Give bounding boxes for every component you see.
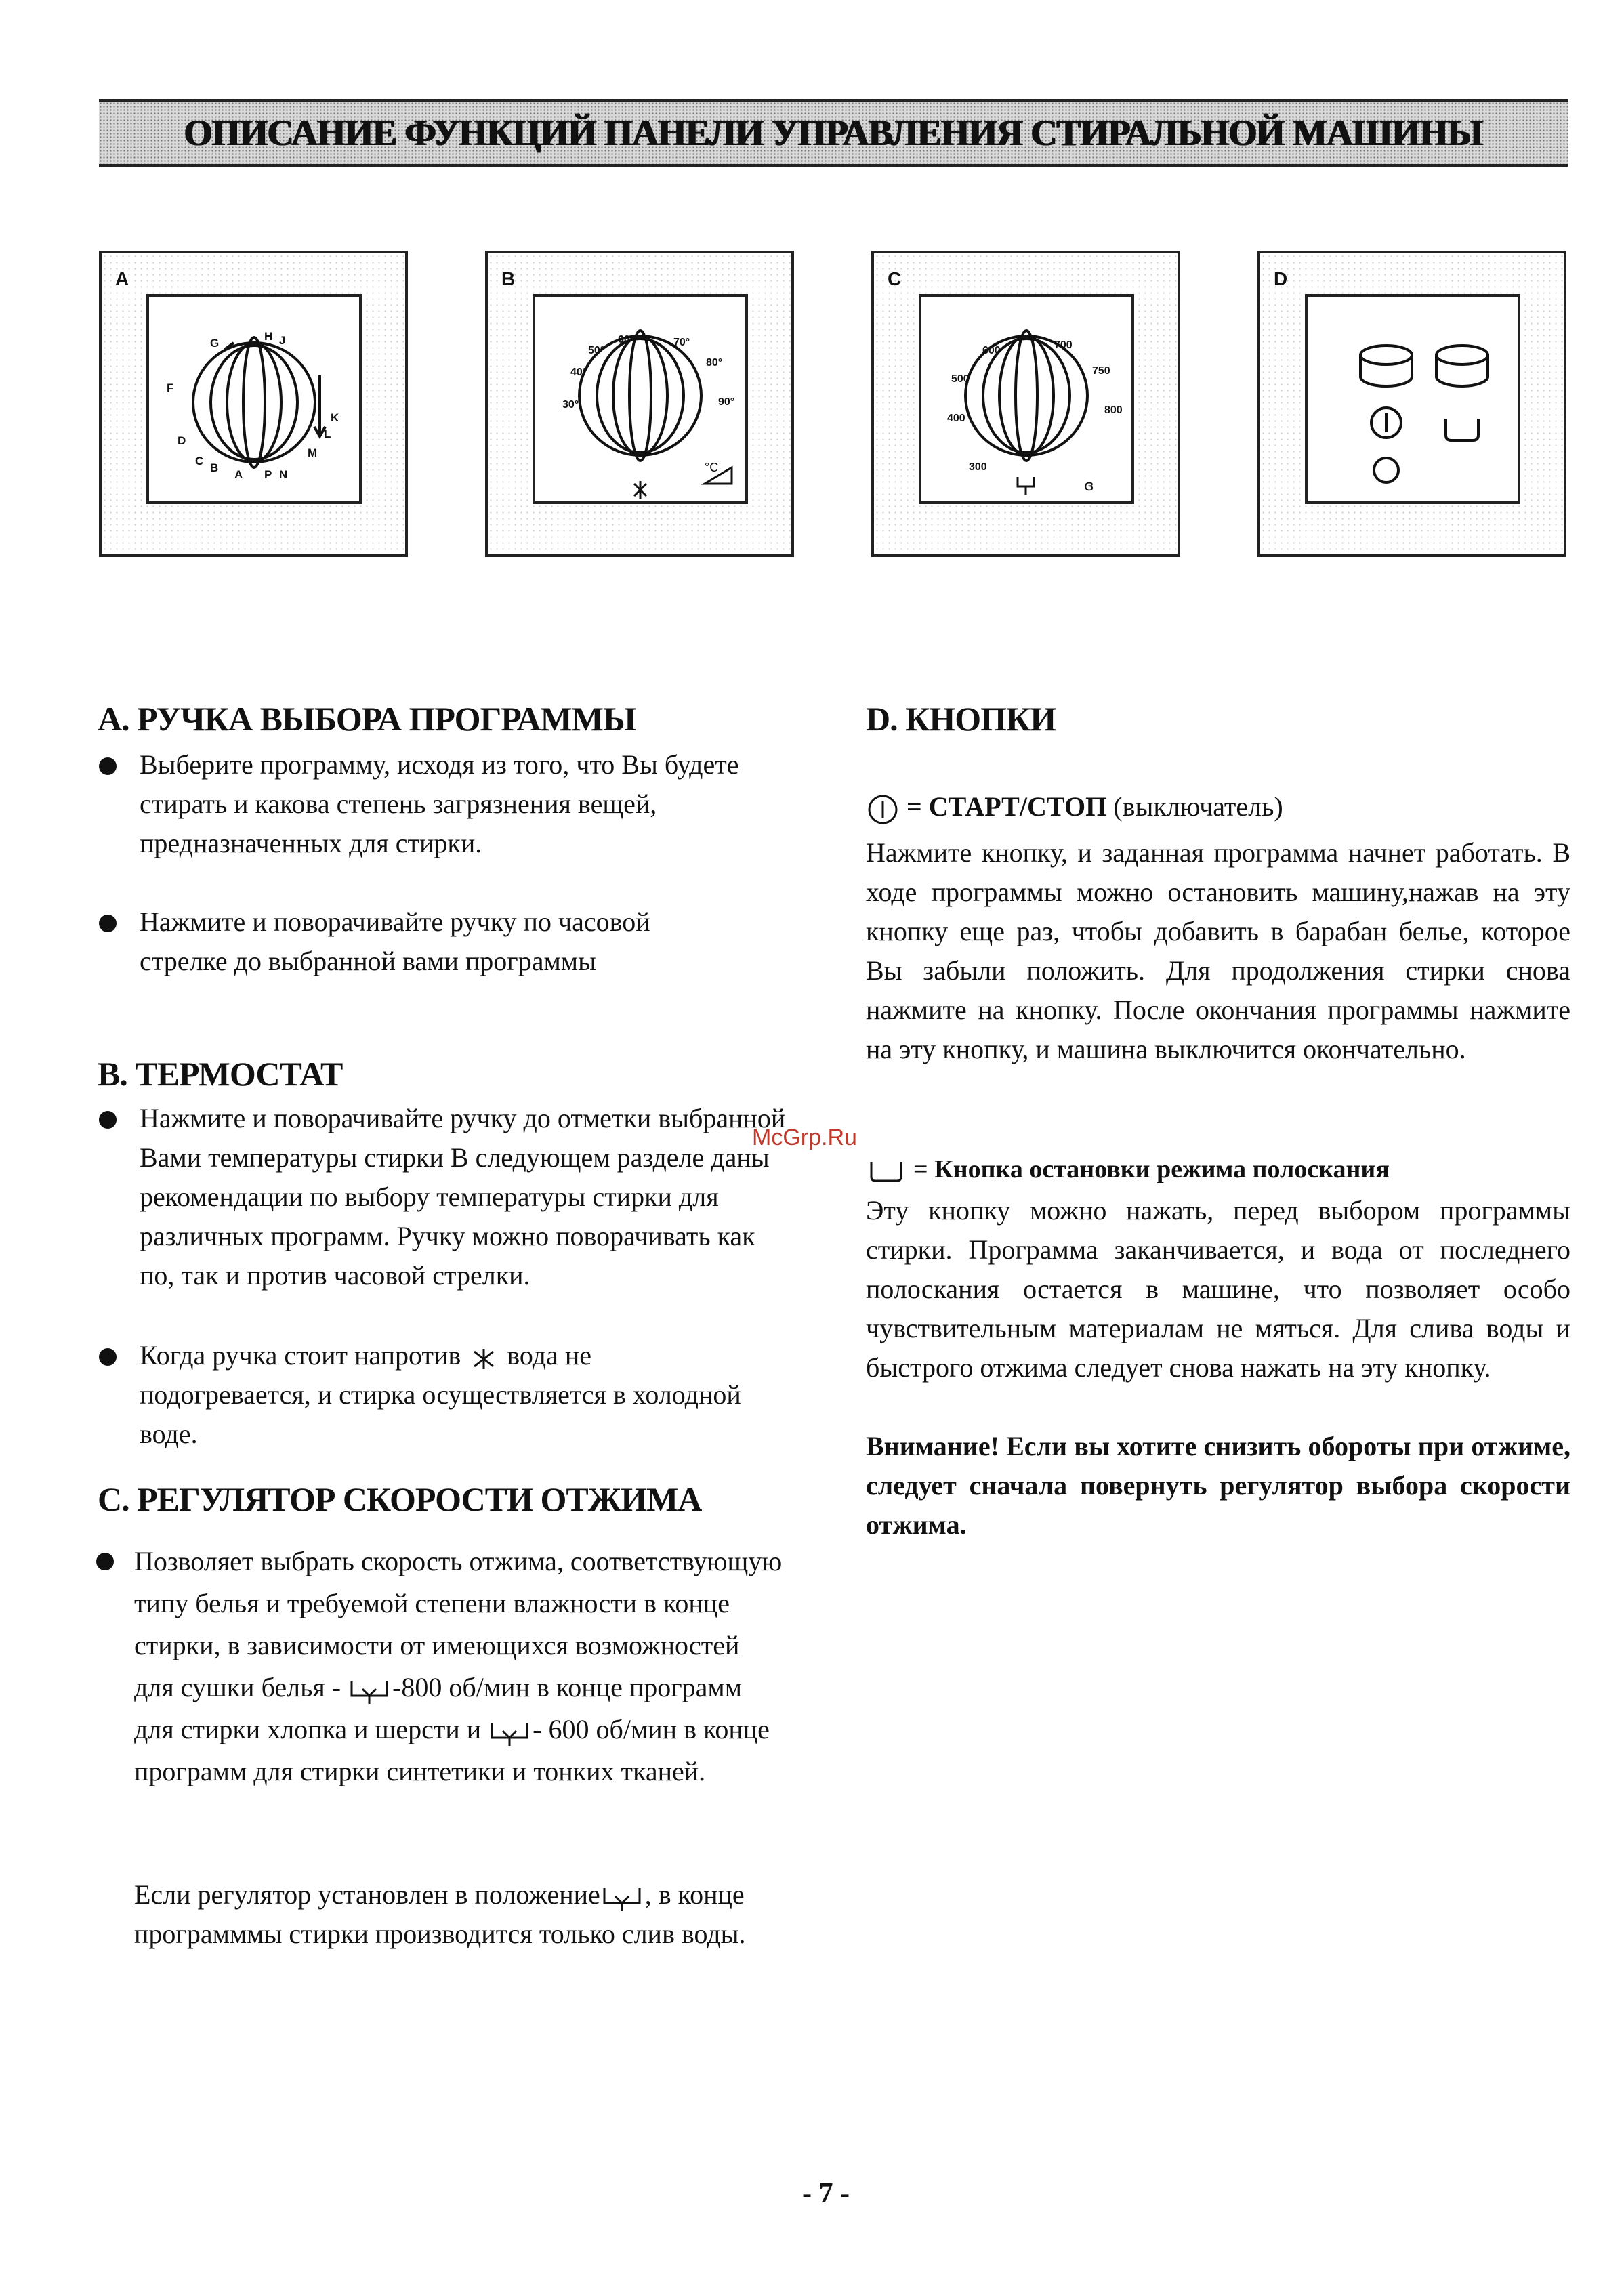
spin-icon	[1084, 478, 1094, 495]
bullet-icon	[99, 757, 117, 775]
rinse-hold-heading	[866, 1149, 1570, 1189]
panel-letter: A	[115, 268, 129, 289]
watermark: McGrp.Ru	[752, 1125, 857, 1150]
section-b-bullet-2-pre: Когда ручка стоит напротив	[140, 1340, 461, 1371]
speed-label: 300	[969, 461, 987, 473]
temperature-label: 60°	[618, 334, 635, 346]
section-b-title: B. ТЕРМОСТАТ	[98, 1055, 343, 1093]
speed-label: 750	[1092, 365, 1110, 377]
indicator-light-icon	[1374, 458, 1398, 482]
svg-text:°C: °C	[705, 461, 719, 474]
drain-icon	[348, 1675, 392, 1705]
speed-label: 600	[982, 345, 1001, 356]
panel-a-program-knob	[99, 251, 408, 557]
speed-label: 700	[1054, 339, 1073, 351]
knob-label: J	[279, 334, 286, 347]
panel-d-buttons	[1257, 251, 1566, 557]
section-a-bullet-1: Выберите программу, исходя из того, что Вы будете стирать и какова степень загрязнения вещей, предназначенных для стирки.	[140, 749, 739, 858]
rinse-hold-symbol-icon	[1446, 419, 1478, 440]
celsius-icon	[705, 461, 732, 484]
temperature-label: 70°	[673, 337, 690, 348]
drain-icon	[600, 1883, 645, 1912]
spin-knob-diagram	[874, 253, 1183, 560]
thermostat-knob-diagram	[488, 253, 797, 560]
start-stop-heading	[866, 787, 1570, 827]
section-d-title: D. КНОПКИ	[866, 700, 1056, 738]
section-c-bullet-1-c: - 600 об/мин в конце программ для стирки синтетики и тонких тканей.	[134, 1714, 770, 1786]
temperature-label: 30°	[562, 399, 579, 411]
knob-label: L	[324, 427, 331, 440]
speed-label: 400	[947, 413, 965, 424]
section-c-note-a: Если регулятор установлен в положение	[134, 1879, 600, 1910]
program-knob-diagram	[102, 253, 411, 560]
start-stop-note: (выключатель)	[1113, 791, 1283, 822]
knob-label: B	[210, 461, 219, 474]
section-b-bullet-2	[140, 1336, 749, 1454]
rinse-hold-button[interactable]	[1436, 346, 1488, 386]
power-symbol-icon	[1371, 408, 1401, 438]
svg-text:ɞ: ɞ	[1084, 478, 1094, 495]
panel-c-spin-regulator	[871, 251, 1180, 557]
start-stop-text: Нажмите кнопку, и заданная программа начнет работать. В ходе программы можно остановить машину,нажав на эту кнопку еще раз, чтобы добавить в барабан белье, которое Вы забыли положить. Для продолжения стирки снова нажмите на кнопку. После окончания программы нажмите на эту кнопку, и машина выключится окончательно.	[866, 837, 1570, 1064]
section-a-bullet-2: Нажмите и поворачивайте ручку по часовой стрелке до выбранной вами программы	[140, 906, 650, 976]
buttons-diagram	[1260, 253, 1569, 560]
section-c-bullet-1	[134, 1541, 785, 1793]
knob-label: K	[331, 411, 339, 424]
power-symbol-icon	[866, 793, 900, 827]
panel-letter: C	[888, 268, 902, 289]
bullet-icon	[99, 1111, 117, 1129]
page-title: ОПИСАНИЕ ФУНКЦИЙ ПАНЕЛИ УПРАВЛЕНИЯ СТИРАЛЬНОЙ МАШИНЫ	[184, 112, 1483, 153]
temperature-label: 50°	[588, 345, 605, 356]
panel-letter: D	[1274, 268, 1288, 289]
rinse-hold-label: = Кнопка остановки режима полоскания	[913, 1155, 1390, 1184]
page-number: - 7 -	[802, 2178, 850, 2209]
start-stop-label: = СТАРТ/СТОП	[907, 791, 1107, 822]
warning-text: Внимание! Если вы хотите снизить обороты при отжиме, следует сначала повернуть регулятор выбора скорости отжима.	[866, 1431, 1570, 1540]
section-b-bullet-1: Нажмите и поворачивайте ручку до отметки выбранной Вами температуры стирки В следующем разделе даны рекомендации по выбору температуры стирки для различных программ. Ручку можно поворачивать как по, так и против часовой стрелки.	[140, 1103, 786, 1291]
panel-b-thermostat	[485, 251, 794, 557]
knob-label: G	[210, 337, 220, 350]
bullet-icon	[99, 915, 117, 932]
speed-label: 800	[1104, 404, 1123, 416]
start-stop-button[interactable]	[1360, 346, 1412, 386]
knob-label: H	[264, 330, 273, 343]
section-b-bullet-2-post: вода не подогревается, и стирка осуществляется в холодной воде.	[140, 1340, 741, 1449]
bullet-icon	[99, 1348, 117, 1366]
section-c-bullet-1-b: -800 об/мин в конце программ для стирки хлопка и шерсти и	[134, 1672, 743, 1744]
cold-wash-icon	[634, 481, 646, 499]
temperature-label: 90°	[718, 396, 735, 408]
section-c-note-b: , в конце программмы стирки производится только слив воды.	[134, 1879, 746, 1949]
knob-label: P	[264, 468, 272, 481]
temperature-label: 80°	[706, 357, 723, 369]
knob-label: N	[279, 468, 288, 481]
cold-wash-icon	[467, 1346, 500, 1371]
speed-label: 500	[951, 373, 970, 385]
panel-letter: B	[501, 268, 516, 289]
bullet-icon	[96, 1553, 114, 1570]
knob-label: A	[234, 468, 243, 481]
rinse-hold-symbol-icon	[866, 1158, 907, 1185]
drain-icon	[488, 1717, 533, 1747]
rinse-hold-text: Эту кнопку можно нажать, перед выбором программы стирки. Программа заканчивается, и вода от последнего полоскания остается в машине, что позволяет особо чувствительным материалам не мяться. Для слива воды и быстрого отжима следует снова нажать на эту кнопку.	[866, 1195, 1570, 1383]
section-a-title: A. РУЧКА ВЫБОРА ПРОГРАММЫ	[98, 700, 636, 738]
temperature-label: 40°	[570, 367, 587, 378]
page-banner	[99, 99, 1568, 167]
knob-label: D	[178, 434, 186, 447]
section-c-bullet-1-a: Позволяет выбрать скорость отжима, соответствующую типу белья и требуемой степени влажности в конце стирки, в зависимости от имеющихся возможностей для сушки белья -	[134, 1546, 783, 1702]
knob-label: C	[195, 455, 204, 467]
knob-label: M	[308, 446, 318, 459]
section-c-title: C. РЕГУЛЯТОР СКОРОСТИ ОТЖИМА	[98, 1480, 702, 1518]
drain-icon	[1018, 477, 1034, 495]
section-c-note	[134, 1875, 785, 1954]
knob-label: F	[167, 381, 174, 394]
